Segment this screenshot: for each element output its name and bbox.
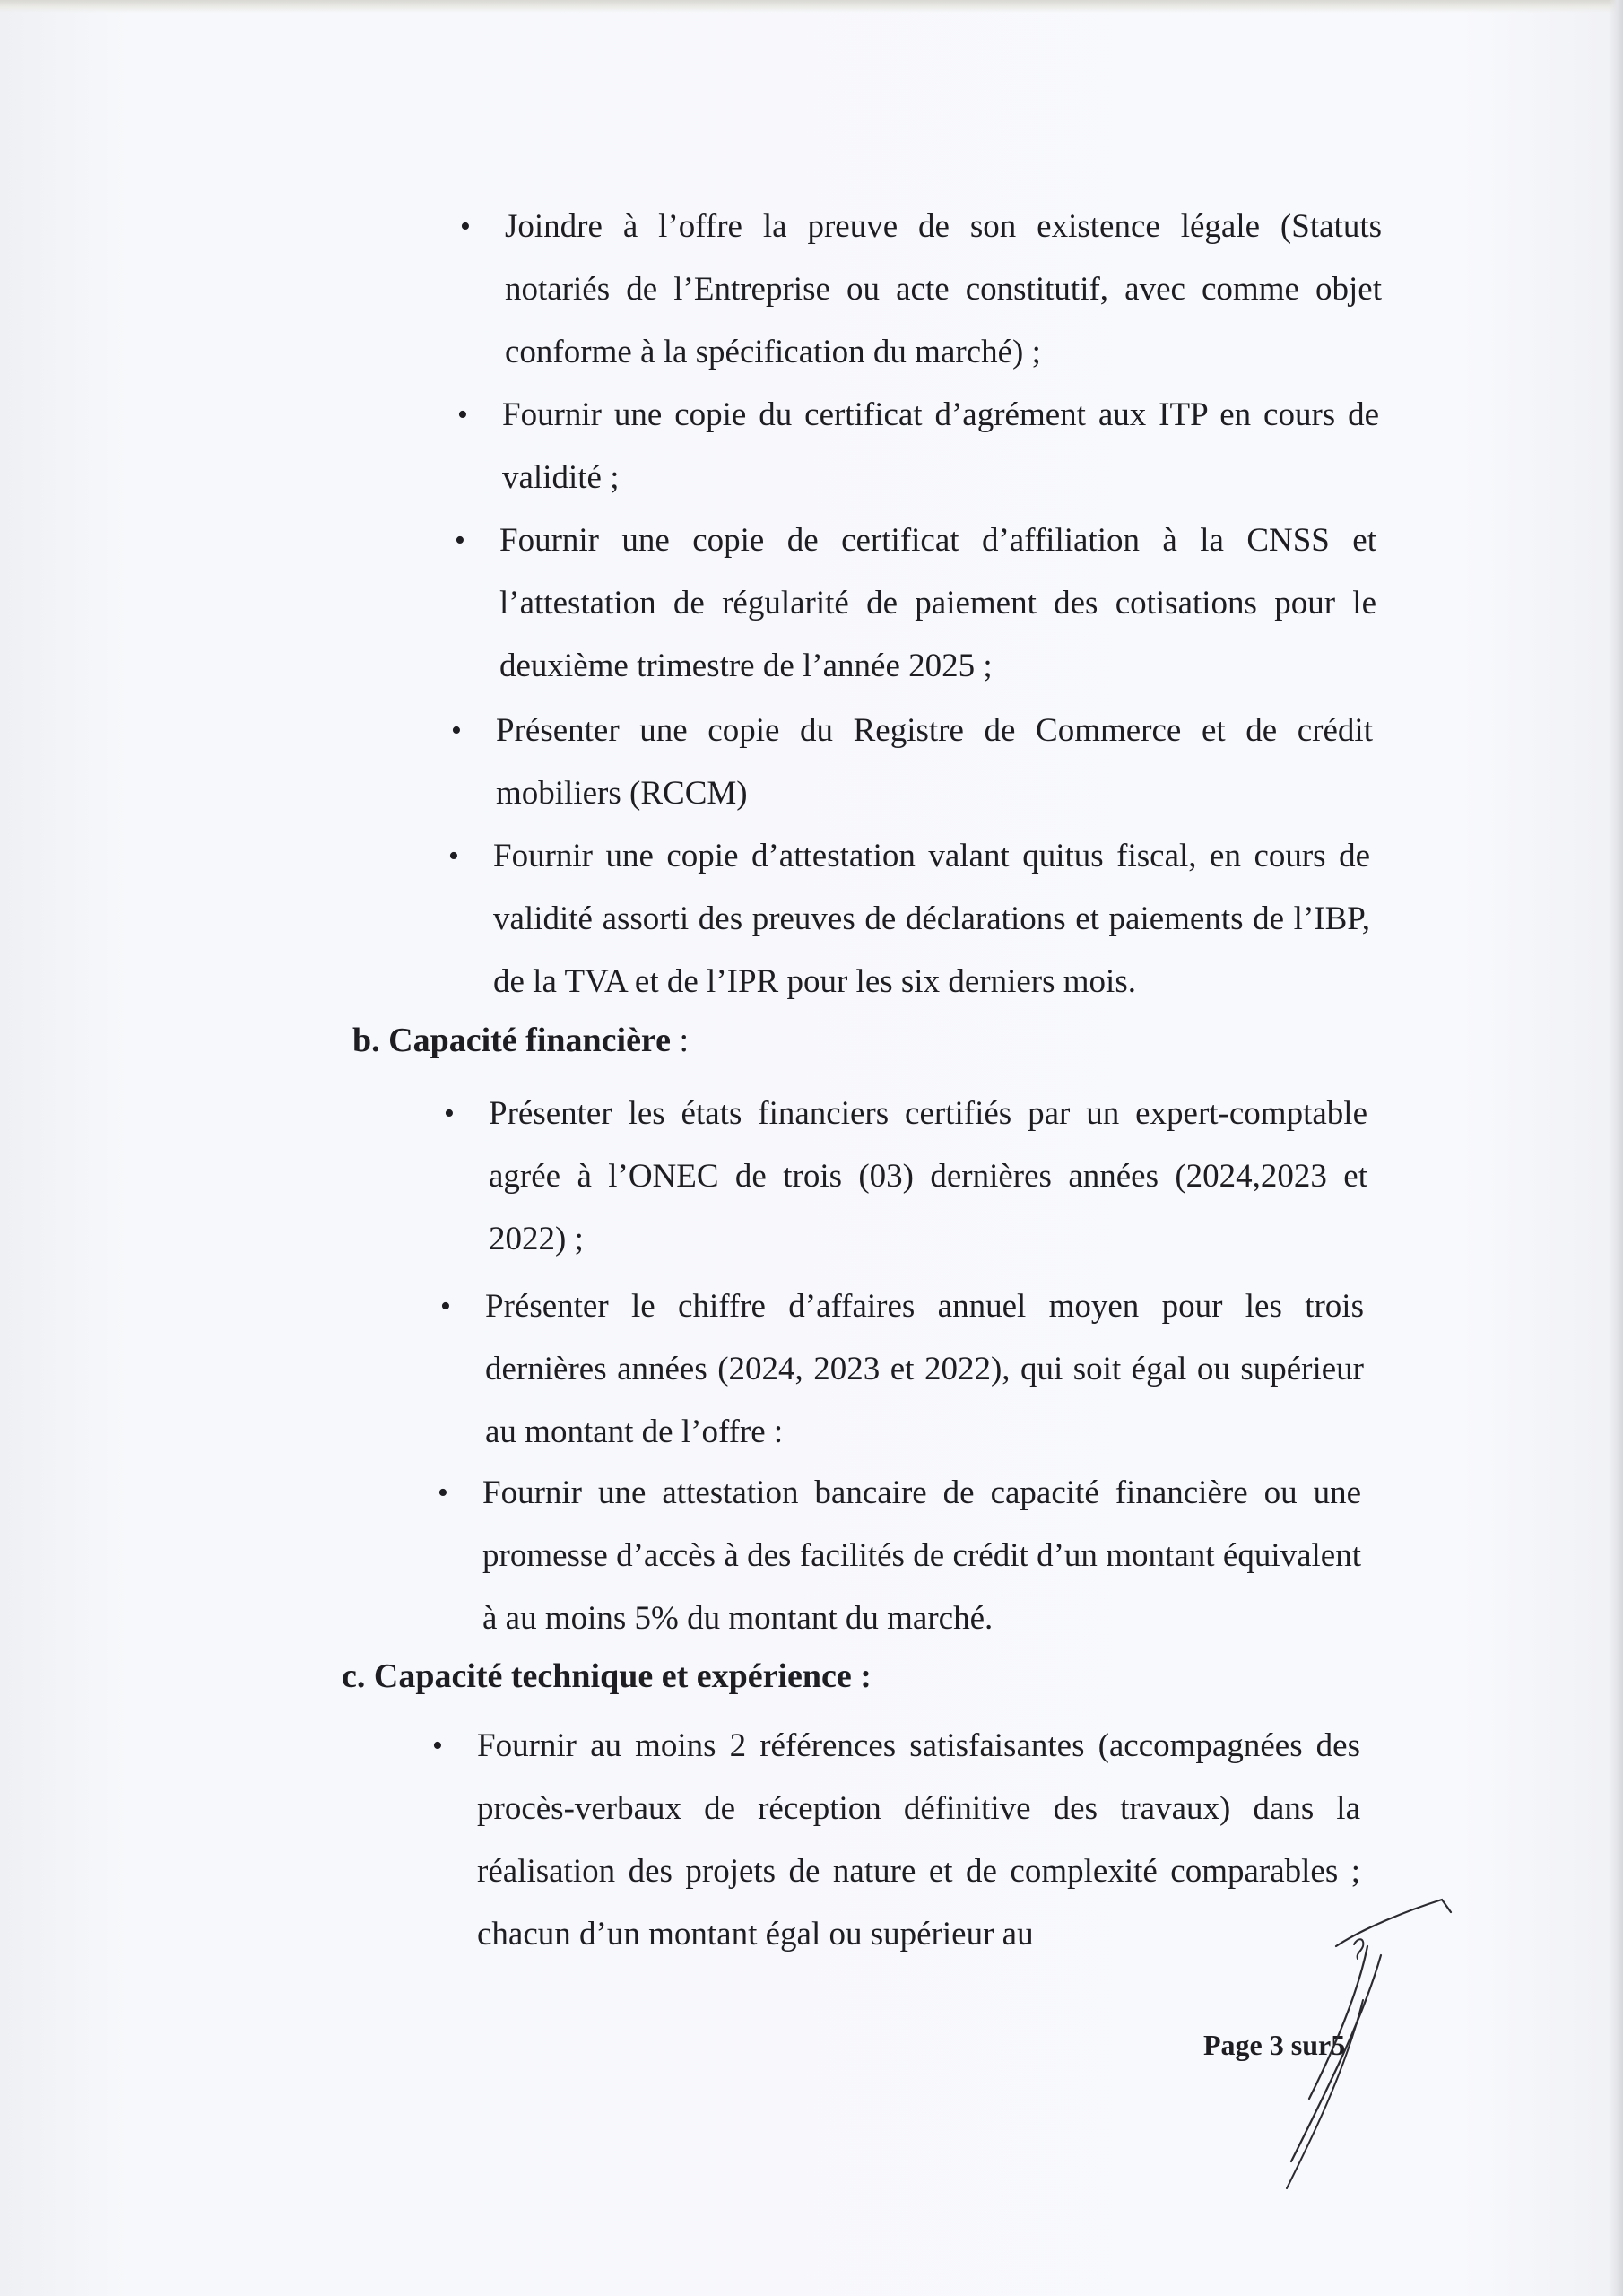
handwritten-signature	[1202, 1892, 1471, 2197]
section-b-heading	[352, 1009, 689, 1072]
section-b-letter: b.	[352, 1022, 380, 1059]
list-item	[451, 700, 1373, 825]
list-item	[457, 384, 1379, 509]
bullet-icon: •	[460, 210, 471, 243]
list-item	[448, 825, 1370, 1013]
list-item-text: Présenter une copie du Registre de Commerce et de crédit mobiliers (RCCM)	[496, 712, 1373, 812]
bullet-icon: •	[455, 524, 465, 557]
bullet-icon: •	[440, 1290, 451, 1323]
page-total: 5	[1331, 2029, 1346, 2061]
list-item-text: Fournir une attestation bancaire de capacité financière ou une promesse d’accès à des facilités de crédit d’un montant équivalent à au moins 5% du montant du marché.	[482, 1474, 1361, 1637]
bullet-icon: •	[432, 1729, 443, 1762]
list-item	[460, 196, 1382, 384]
page-current: 3	[1269, 2029, 1284, 2061]
page-separator: sur	[1290, 2029, 1332, 2061]
page-label: Page	[1203, 2029, 1263, 2061]
bullet-icon: •	[451, 714, 462, 747]
list-item	[455, 509, 1376, 698]
section-b-suffix: :	[670, 1022, 690, 1059]
scan-top-edge	[0, 0, 1623, 13]
scan-right-edge	[1609, 0, 1623, 2296]
list-item	[444, 1083, 1367, 1271]
section-c-letter: c.	[342, 1657, 366, 1695]
section-b-title: Capacité financière	[388, 1022, 671, 1059]
list-item-text: Fournir une copie d’attestation valant quitus fiscal, en cours de validité assorti des preuves de déclarations et paiements de l’IBP, de la TVA et de l’IPR pour les six derniers mois.	[493, 838, 1370, 1000]
bullet-icon: •	[448, 839, 459, 873]
bullet-icon: •	[438, 1476, 448, 1509]
bullet-icon: •	[457, 398, 468, 431]
bullet-icon: •	[444, 1097, 455, 1130]
section-c-heading	[342, 1645, 872, 1708]
list-item-text: Fournir au moins 2 références satisfaisantes (accompagnées des procès-verbaux de réception définitive des travaux) dans la réalisation des projets de nature et de complexité comparables ; chacun d’un montant égal ou supérieur au	[477, 1727, 1360, 1952]
list-item-text: Joindre à l’offre la preuve de son existence légale (Statuts notariés de l’Entreprise ou acte constitutif, avec comme objet conforme à la spécification du marché) ;	[505, 208, 1382, 370]
list-item-text: Fournir une copie de certificat d’affiliation à la CNSS et l’attestation de régularité de paiement des cotisations pour le deuxième trimestre de l’année 2025 ;	[499, 522, 1376, 684]
list-item-text: Présenter les états financiers certifiés par un expert-comptable agrée à l’ONEC de trois (03) dernières années (2024,2023 et 2022) ;	[489, 1095, 1367, 1257]
list-item-text: Présenter le chiffre d’affaires annuel moyen pour les trois dernières années (2024, 2023 et 2022), qui soit égal ou supérieur au montant de l’offre :	[485, 1288, 1364, 1450]
list-item-text: Fournir une copie du certificat d’agrément aux ITP en cours de validité ;	[502, 396, 1379, 496]
section-c-title: Capacité technique et expérience :	[373, 1657, 872, 1695]
list-item	[440, 1275, 1364, 1464]
list-item	[438, 1462, 1361, 1650]
